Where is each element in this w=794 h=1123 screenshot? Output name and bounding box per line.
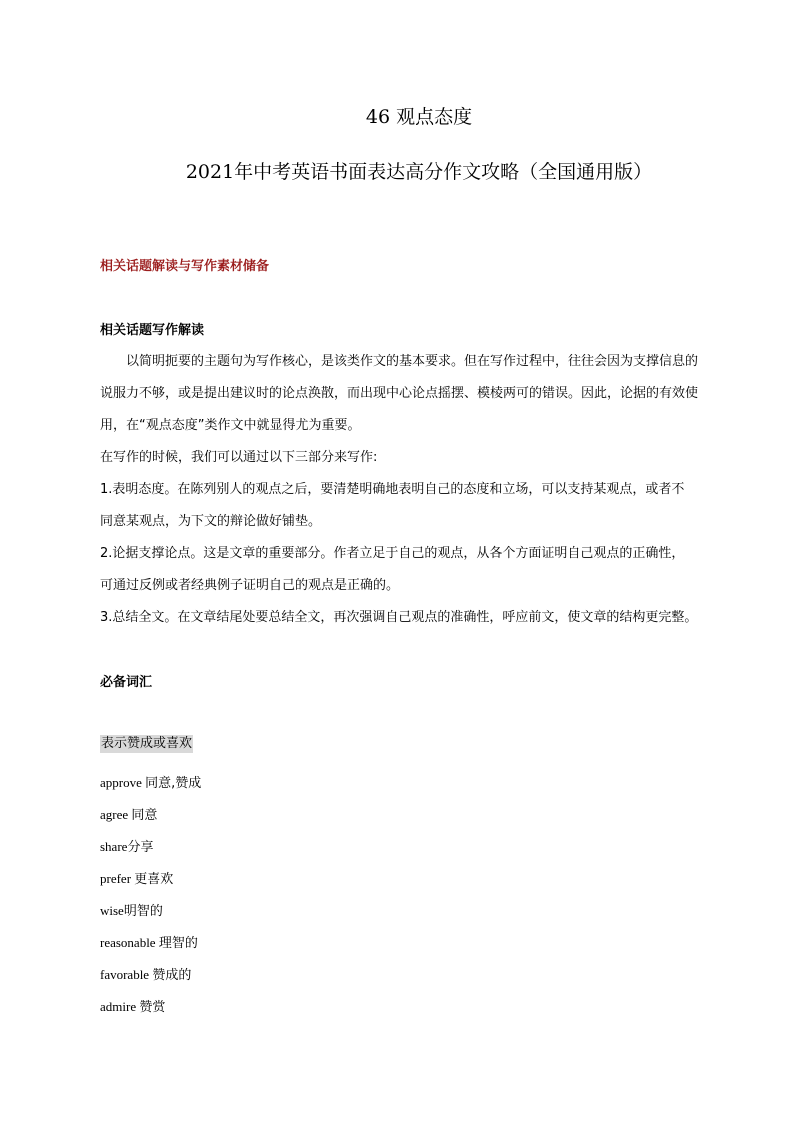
vocab-english: approve [100,775,142,790]
vocab-english: share [100,839,128,854]
vocab-chinese: 明智的 [123,904,163,919]
vocab-chinese: 更喜欢 [134,872,174,887]
vocab-english: agree [100,807,129,822]
vocab-chinese: 赞成的 [152,968,192,983]
paragraph-three-parts [100,442,730,474]
paragraph-step-2 [100,538,730,602]
paragraph-step-1 [100,474,730,538]
paragraph-line: 同意某观点，为下文的辩论做好铺垫。 [100,514,322,529]
paragraph-intro [100,346,730,442]
vocab-chinese: 分享 [127,840,154,855]
section-heading-writing-guide: 相关话题写作解读 [100,323,205,338]
paragraph-line: 1.表明态度。在陈列别人的观点之后，要清楚明确地表明自己的态度和立场，可以支持某观点，或者不 [100,482,685,497]
vocab-chinese: 同意 [131,808,158,823]
vocab-item [100,895,201,927]
vocab-item [100,863,201,895]
vocab-english: favorable [100,967,150,982]
vocab-chinese: 赞赏 [139,1000,166,1015]
paragraph-step-3 [100,602,730,634]
vocab-english: wise [100,903,124,918]
vocab-item [100,831,201,863]
paragraph-line: 用，在“观点态度”类作文中就显得尤为重要。 [100,418,361,433]
document-title: 46 观点态度 [365,106,473,128]
section-heading-vocabulary: 必备词汇 [100,675,153,690]
paragraph-line: 以简明扼要的主题句为写作核心，是该类作文的基本要求。但在写作过程中，往往会因为支撑信息的 [126,354,699,369]
vocab-english: reasonable [100,935,156,950]
vocab-subheading-approval: 表示赞成或喜欢 [101,736,193,751]
vocab-list [100,767,201,1023]
vocab-item [100,767,201,799]
paragraph-line: 2.论据支撑论点。这是文章的重要部分。作者立足于自己的观点，从各个方面证明自己观点的正确性， [100,546,685,561]
vocab-item [100,799,201,831]
vocab-item [100,991,201,1023]
vocab-item [100,927,201,959]
document-subtitle: 2021年中考英语书面表达高分作文攻略（全国通用版） [185,161,653,183]
vocab-item [100,959,201,991]
vocab-chinese: 理智的 [158,936,198,951]
section-heading-topic-reading: 相关话题解读与写作素材储备 [100,259,270,274]
vocab-english: admire [100,999,137,1014]
vocab-english: prefer [100,871,132,886]
paragraph-line: 可通过反例或者经典例子证明自己的观点是正确的。 [100,578,400,593]
paragraph-line: 在写作的时候，我们可以通过以下三部分来写作: [100,450,378,465]
vocab-chinese: 同意,赞成 [145,776,202,791]
paragraph-line: 说服力不够，或是提出建议时的论点涣散，而出现中心论点摇摆、模棱两可的错误。因此，论据的有效使 [100,386,699,401]
paragraph-line: 3.总结全文。在文章结尾处要总结全文，再次强调自己观点的准确性，呼应前文，使文章的结构更完整。 [100,610,698,625]
